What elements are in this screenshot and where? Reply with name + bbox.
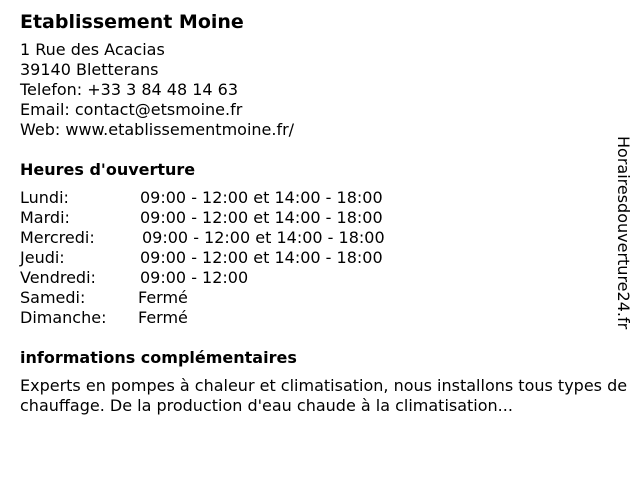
hours-value: Fermé: [138, 288, 188, 307]
hours-value: 09:00 - 12:00 et 14:00 - 18:00: [140, 248, 383, 267]
email-line: Email: contact@etsmoine.fr: [20, 100, 243, 119]
source-watermark: Horairesdouverture24.fr: [614, 136, 633, 330]
hours-day: Lundi:: [20, 188, 69, 207]
hours-row-vendredi: [20, 268, 620, 288]
opening-hours-table: [20, 188, 620, 328]
hours-value: 09:00 - 12:00 et 14:00 - 18:00: [142, 228, 385, 247]
opening-hours-heading: Heures d'ouverture: [20, 160, 196, 179]
hours-row-jeudi: [20, 248, 620, 268]
hours-row-samedi: [20, 288, 620, 308]
hours-row-mardi: [20, 208, 620, 228]
address-line-2: 39140 Bletterans: [20, 60, 159, 79]
hours-day: Samedi:: [20, 288, 86, 307]
hours-value: Fermé: [138, 308, 188, 327]
hours-row-lundi: [20, 188, 620, 208]
hours-value: 09:00 - 12:00 et 14:00 - 18:00: [140, 208, 383, 227]
hours-day: Jeudi:: [20, 248, 65, 267]
business-name: Etablissement Moine: [20, 11, 244, 33]
hours-day: Dimanche:: [20, 308, 107, 327]
hours-day: Vendredi:: [20, 268, 96, 287]
website-line: Web: www.etablissementmoine.fr/: [20, 120, 295, 139]
hours-day: Mardi:: [20, 208, 70, 227]
hours-row-mercredi: [20, 228, 620, 248]
additional-info-text: Experts en pompes à chaleur et climatisation, nous installons tous types de chauffage. De la production d'eau chaude à la climatisation...: [20, 376, 628, 415]
hours-value: 09:00 - 12:00: [140, 268, 249, 287]
hours-row-dimanche: [20, 308, 620, 328]
phone-line: Telefon: +33 3 84 48 14 63: [20, 80, 239, 99]
address-line-1: 1 Rue des Acacias: [20, 40, 165, 59]
hours-value: 09:00 - 12:00 et 14:00 - 18:00: [140, 188, 383, 207]
additional-info-heading: informations complémentaires: [20, 348, 297, 367]
hours-day: Mercredi:: [20, 228, 95, 247]
